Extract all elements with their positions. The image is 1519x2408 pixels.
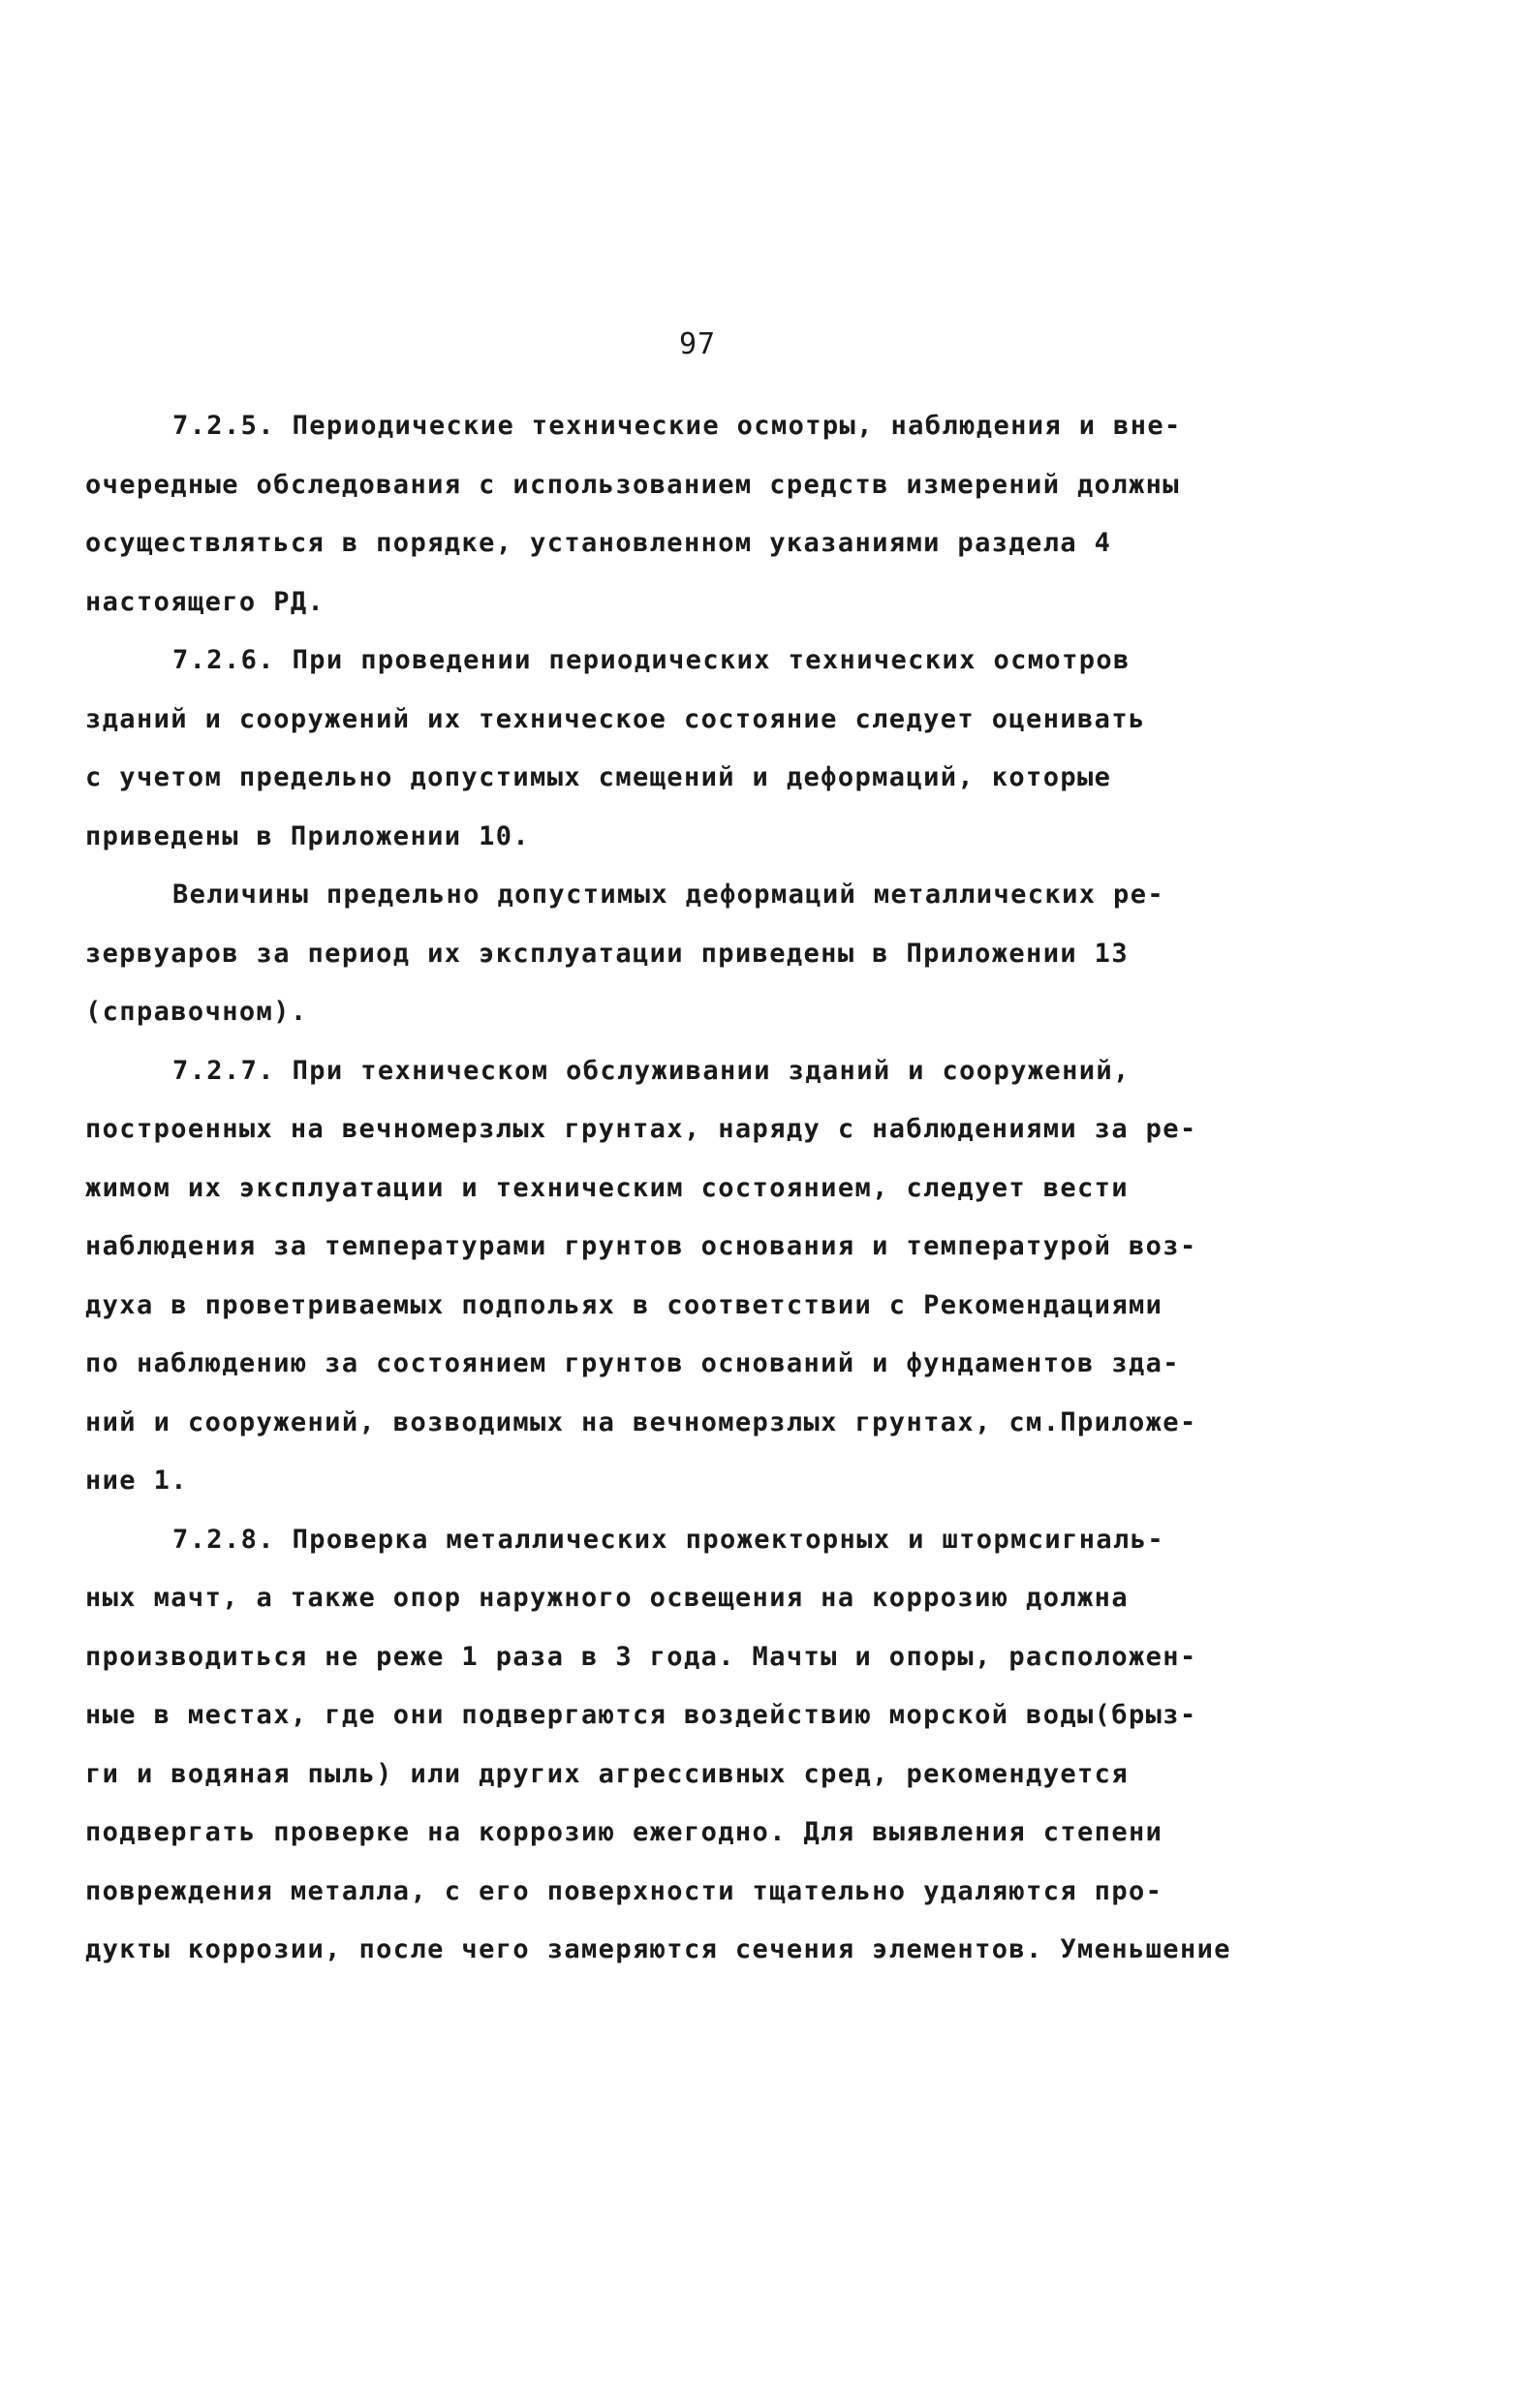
text-line: жимом их эксплуатации и техническим состоянием, следует вести xyxy=(85,1172,1129,1203)
text-line: духа в проветриваемых подпольях в соответствии с Рекомендациями xyxy=(85,1289,1163,1320)
text-line: построенных на вечномерзлых грунтах, наряду с наблюдениями за ре- xyxy=(85,1114,1197,1144)
text-line: дукты коррозии, после чего замеряются сечения элементов. Уменьшение xyxy=(85,1934,1231,1964)
text-line: ние 1. xyxy=(85,1466,188,1496)
text-line: ги и водяная пыль) или других агрессивных сред, рекомендуется xyxy=(85,1758,1129,1789)
page-number: 97 xyxy=(678,327,717,361)
text-line: 7.2.8. Проверка металлических прожекторных и штормсигналь- xyxy=(172,1524,1165,1555)
text-line: наблюдения за температурами грунтов основания и температурой воз- xyxy=(85,1231,1197,1261)
text-line: очередные обследования с использованием средств измерений должны xyxy=(85,469,1180,500)
text-line: ний и сооружений, возводимых на вечномерзлых грунтах, см.Приложе- xyxy=(85,1406,1197,1437)
text-line: повреждения металла, с его поверхности тщательно удаляются про- xyxy=(85,1875,1163,1906)
text-line: по наблюдению за состоянием грунтов оснований и фундаментов зда- xyxy=(85,1348,1180,1378)
text-line: Величины предельно допустимых деформаций металлических ре- xyxy=(172,880,1165,910)
text-line: ные в местах, где они подвергаются воздействию морской воды(брыз- xyxy=(85,1700,1197,1730)
text-line: 7.2.5. Периодические технические осмотры, наблюдения и вне- xyxy=(172,411,1182,441)
text-line: зервуаров за период их эксплуатации приведены в Приложении 13 xyxy=(85,938,1129,969)
text-line: 7.2.6. При проведении периодических технических осмотров xyxy=(172,645,1131,675)
text-line: производиться не реже 1 раза в 3 года. Мачты и опоры, расположен- xyxy=(85,1641,1197,1672)
text-line: осуществляться в порядке, установленном указаниями раздела 4 xyxy=(85,528,1112,558)
text-line: настоящего РД. xyxy=(85,586,326,617)
text-line: подвергать проверке на коррозию ежегодно. Для выявления степени xyxy=(85,1817,1163,1847)
text-line: приведены в Приложении 10. xyxy=(85,820,531,851)
text-line: 7.2.7. При техническом обслуживании зданий и сооружений, xyxy=(172,1055,1131,1086)
body-text xyxy=(85,397,1345,1980)
text-line: зданий и сооружений их техническое состояние следует оценивать xyxy=(85,703,1146,734)
text-line: ных мачт, а также опор наружного освещения на коррозию должна xyxy=(85,1583,1129,1613)
text-line: с учетом предельно допустимых смещений и деформаций, которые xyxy=(85,762,1112,792)
text-line: (справочном). xyxy=(85,997,308,1027)
